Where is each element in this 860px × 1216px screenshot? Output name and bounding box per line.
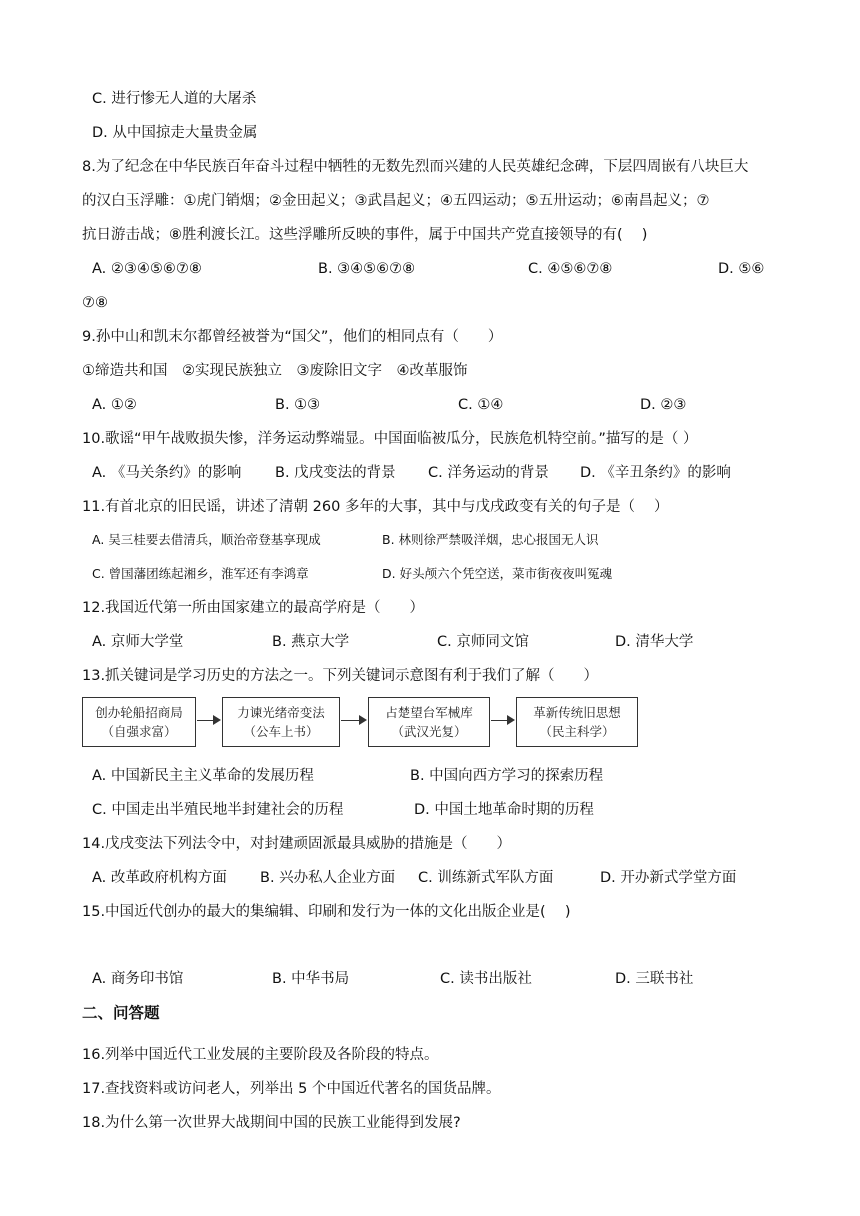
q8-stem-line-2: 的汉白玉浮雕：①虎门销烟；②金田起义；③武昌起义；④五四运动；⑤五卅运动；⑥南昌起义；⑦ <box>82 193 710 209</box>
q13-option-d: D. 中国土地革命时期的历程 <box>414 802 594 818</box>
keyword-arrow-3 <box>491 720 507 721</box>
q10-option-b: B. 戊戌变法的背景 <box>275 465 396 481</box>
keyword-arrowhead-3 <box>507 715 515 725</box>
q13-option-c: C. 中国走出半殖民地半封建社会的历程 <box>92 802 344 818</box>
q15-option-d: D. 三联书社 <box>615 971 694 987</box>
q13-stem: 13.抓关键词是学习历史的方法之一。下列关键词示意图有利于我们了解（ ） <box>82 668 599 684</box>
keyword-arrow-1 <box>197 720 213 721</box>
section-heading: 二、问答题 <box>82 1004 160 1022</box>
q12-option-a: A. 京师大学堂 <box>92 634 184 650</box>
q9-option-d: D. ②③ <box>640 397 687 413</box>
q11-stem: 11.有首北京的旧民谣，讲述了清朝 260 多年的大事，其中与戊戌政变有关的句子是（ ） <box>82 499 669 515</box>
q15-option-c: C. 读书出版社 <box>440 971 532 987</box>
q8-option-b: B. ③④⑤⑥⑦⑧ <box>318 261 416 277</box>
keyword-box-4-title: 革新传统旧思想 <box>533 705 621 720</box>
keyword-box-2 <box>222 697 340 747</box>
q12-option-c: C. 京师同文馆 <box>437 634 529 650</box>
q10-option-d: D. 《辛丑条约》的影响 <box>580 465 731 481</box>
q10-stem: 10.歌谣“甲午战败损失惨，洋务运动弊端显。中国面临被瓜分，民族危机特空前。”描写的是（ ） <box>82 431 698 447</box>
keyword-arrowhead-1 <box>213 715 221 725</box>
keyword-box-2-note: （公车上书） <box>243 724 319 739</box>
keyword-box-3-note: （武汉光复） <box>391 724 467 739</box>
keyword-box-3 <box>368 697 490 747</box>
keyword-box-1 <box>82 697 196 747</box>
keyword-arrow-2 <box>341 720 359 721</box>
q12-option-b: B. 燕京大学 <box>272 634 350 650</box>
q15-option-a: A. 商务印书馆 <box>92 971 184 987</box>
q8-stem-line-3: 抗日游击战；⑧胜利渡长江。这些浮雕所反映的事件，属于中国共产党直接领导的有( ) <box>82 227 648 243</box>
q14-stem: 14.戊戌变法下列法令中，对封建顽固派最具威胁的措施是（ ） <box>82 836 512 852</box>
keyword-box-4-note: （民主科学） <box>539 724 615 739</box>
keyword-box-1-note: （自强求富） <box>101 724 177 739</box>
q11-option-d: D. 好头颅六个凭空送，菜市街夜夜叫冤魂 <box>382 566 613 581</box>
q14-option-a: A. 改革政府机构方面 <box>92 870 227 886</box>
q7-option-c: C. 进行惨无人道的大屠杀 <box>92 91 257 107</box>
q17-stem: 17.查找资料或访问老人，列举出 5 个中国近代著名的国货品牌。 <box>82 1081 501 1097</box>
q11-option-b: B. 林则徐严禁吸洋烟，忠心报国无人识 <box>382 532 599 547</box>
keyword-box-2-title: 力谏光绪帝变法 <box>237 705 325 720</box>
q14-option-b: B. 兴办私人企业方面 <box>260 870 396 886</box>
q10-option-a: A. 《马关条约》的影响 <box>92 465 242 481</box>
q10-option-c: C. 洋务运动的背景 <box>428 465 549 481</box>
q9-option-b: B. ①③ <box>275 397 321 413</box>
keyword-box-4 <box>516 697 638 747</box>
q11-option-c: C. 曾国藩团练起湘乡，淮军还有李鸿章 <box>92 566 309 581</box>
q7-option-d: D. 从中国掠走大量贵金属 <box>92 125 258 141</box>
q11-option-a: A. 吴三桂要去借清兵，顺治帝登基享现成 <box>92 532 321 547</box>
keyword-arrowhead-2 <box>359 715 367 725</box>
q9-option-a: A. ①② <box>92 397 137 413</box>
q9-items: ①缔造共和国 ②实现民族独立 ③废除旧文字 ④改革服饰 <box>82 363 468 379</box>
q9-option-c: C. ①④ <box>458 397 504 413</box>
keyword-box-1-title: 创办轮船招商局 <box>95 705 183 720</box>
q18-stem: 18.为什么第一次世界大战期间中国的民族工业能得到发展? <box>82 1115 461 1131</box>
q8-option-d-continued: ⑦⑧ <box>82 295 108 311</box>
q12-stem: 12.我国近代第一所由国家建立的最高学府是（ ） <box>82 600 425 616</box>
q8-option-a: A. ②③④⑤⑥⑦⑧ <box>92 261 202 277</box>
q14-option-c: C. 训练新式军队方面 <box>418 870 554 886</box>
q13-option-a: A. 中国新民主主义革命的发展历程 <box>92 768 314 784</box>
q15-option-b: B. 中华书局 <box>272 971 350 987</box>
q16-stem: 16.列举中国近代工业发展的主要阶段及各阶段的特点。 <box>82 1047 439 1063</box>
keyword-box-3-title: 占楚望台军械库 <box>385 705 473 720</box>
q9-stem: 9.孙中山和凯末尔都曾经被誉为“国父”，他们的相同点有（ ） <box>82 329 503 345</box>
q8-option-d: D. ⑤⑥ <box>718 261 765 277</box>
q8-option-c: C. ④⑤⑥⑦⑧ <box>528 261 613 277</box>
q8-stem-line-1: 8.为了纪念在中华民族百年奋斗过程中牺牲的无数先烈而兴建的人民英雄纪念碑，下层四周嵌有八块巨大 <box>82 159 749 175</box>
q12-option-d: D. 清华大学 <box>615 634 694 650</box>
q13-option-b: B. 中国向西方学习的探索历程 <box>410 768 604 784</box>
q15-stem: 15.中国近代创办的最大的集编辑、印刷和发行为一体的文化出版企业是( ) <box>82 904 571 920</box>
q14-option-d: D. 开办新式学堂方面 <box>600 870 737 886</box>
